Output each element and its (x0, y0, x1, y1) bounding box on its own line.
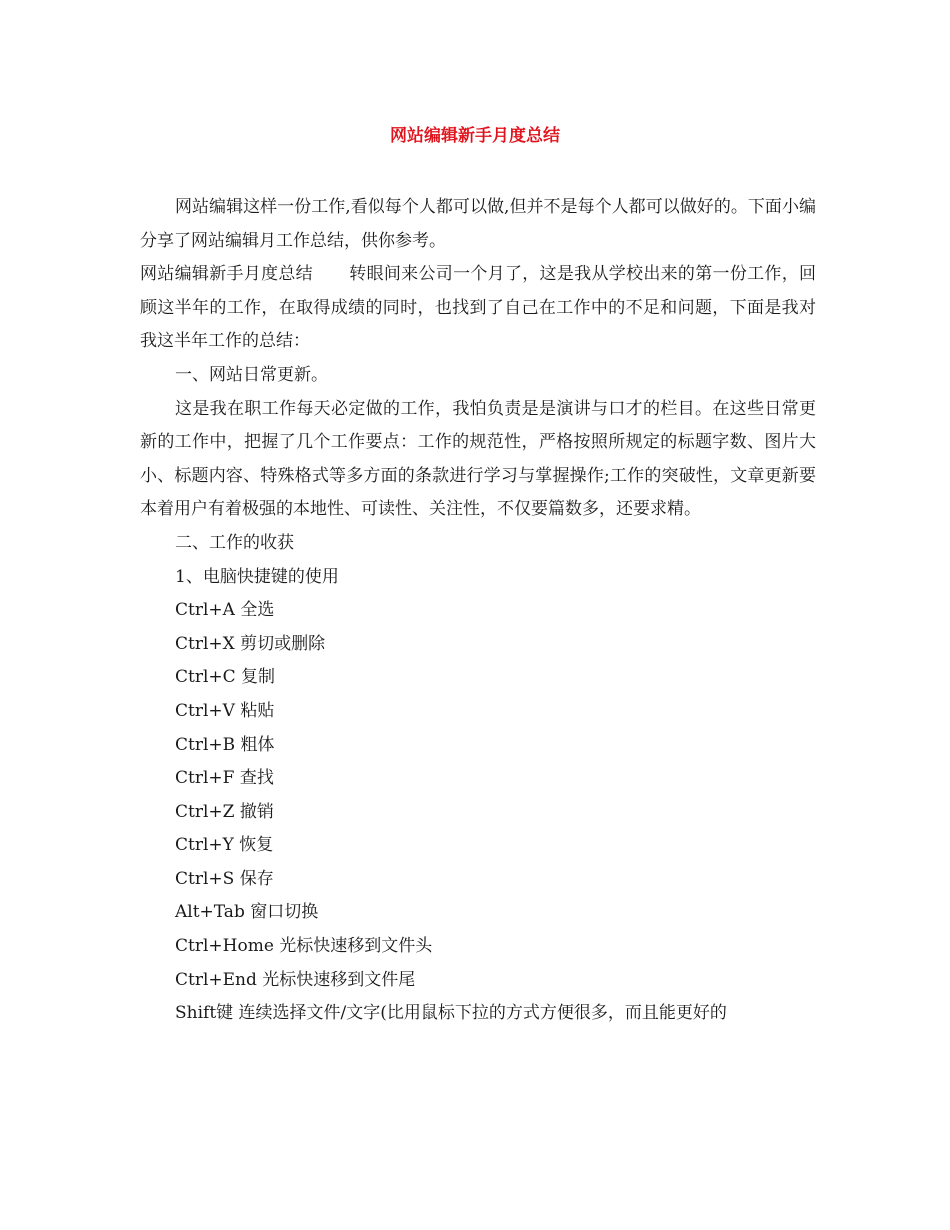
section2-heading: 二、工作的收获 (175, 532, 294, 553)
opening-text: 转眼间来公司一个月了，这是我从学校出来的第一份工作，回顾这半年的工作，在取得成绩的同时，也找到了自己在工作中的不足和问题，下面是我对我这半年工作的总结： (140, 264, 817, 352)
shortcut-item: Ctrl+C 复制 (175, 667, 276, 688)
section1-body: 这是我在职工作每天必定做的工作，我怕负责是是演讲与口才的栏目。在这些日常更新的工作中，把握了几个工作要点：工作的规范性，严格按照所规定的标题字数、图片大小、标题内容、特殊格式等多方面的条款进行学习与掌握操作;工作的突破性，文章更新要本着用户有着极强的本地性、可读性、关注性，不仅要篇数多，还要求精。 (140, 398, 816, 520)
shortcut-item: Ctrl+Z 撤销 (175, 801, 274, 822)
intro-paragraph: 网站编辑这样一份工作,看似每个人都可以做,但并不是每个人都可以做好的。下面小编分享了网站编辑月工作总结，供你参考。 (140, 197, 816, 251)
subsection1-heading: 1、电脑快捷键的使用 (175, 566, 339, 587)
shortcut-item: Shift键 连续选择文件/文字(比用鼠标下拉的方式方便很多，而且能更好的 (175, 1003, 727, 1024)
shortcut-item: Ctrl+End 光标快速移到文件尾 (175, 969, 416, 990)
shortcut-item: Ctrl+S 保存 (175, 868, 274, 889)
shortcut-item: Alt+Tab 窗口切换 (175, 902, 319, 923)
shortcut-item: Ctrl+Home 光标快速移到文件头 (175, 936, 433, 957)
shortcut-item: Ctrl+V 粘贴 (175, 700, 275, 721)
shortcut-item: Ctrl+X 剪切或删除 (175, 633, 326, 654)
document-title: 网站编辑新手月度总结 (390, 126, 560, 146)
shortcut-item: Ctrl+A 全选 (175, 600, 275, 621)
opening-paragraph (140, 258, 816, 359)
shortcut-item: Ctrl+Y 恢复 (175, 835, 274, 856)
document-body (140, 191, 816, 1031)
shortcut-item: Ctrl+B 粗体 (175, 734, 275, 755)
section1-heading: 一、网站日常更新。 (175, 364, 328, 385)
subtitle: 网站编辑新手月度总结 (140, 264, 313, 285)
shortcut-item: Ctrl+F 查找 (175, 768, 274, 789)
